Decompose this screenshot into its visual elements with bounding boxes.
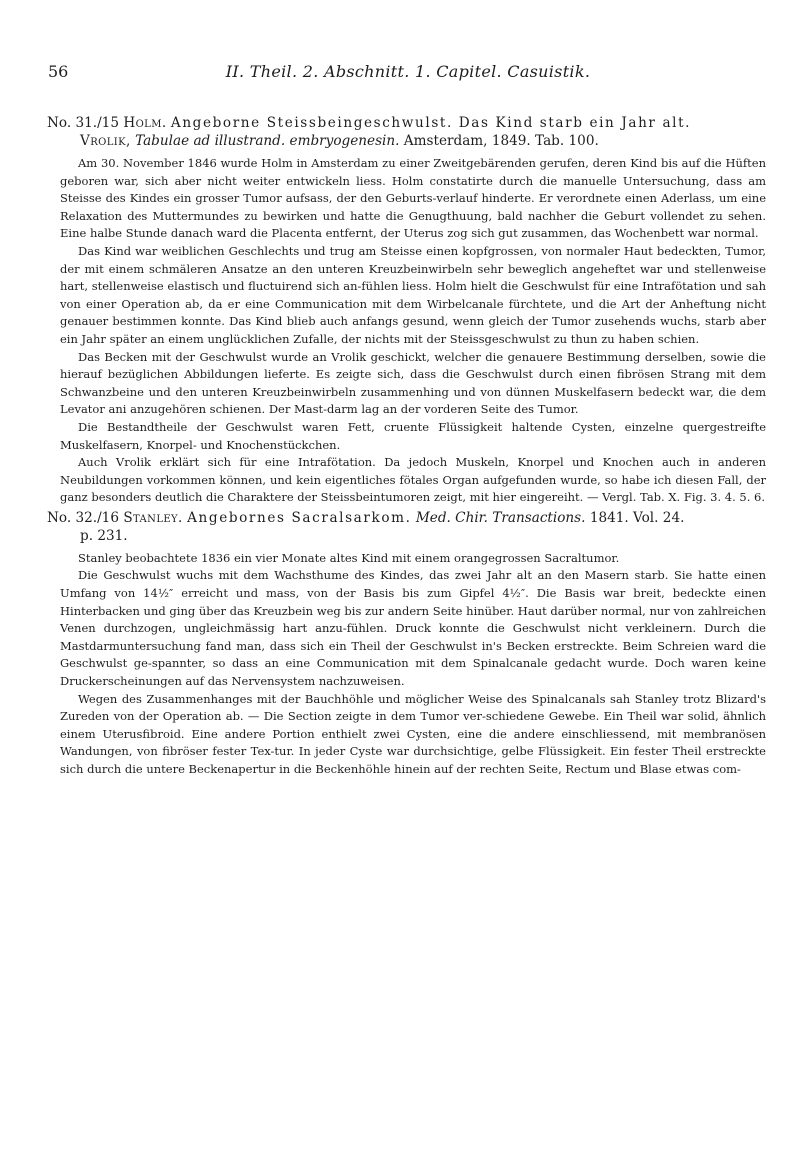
running-head — [48, 62, 768, 82]
case-author: Holm. — [123, 115, 167, 131]
paragraph: Wegen des Zusammenhanges mit der Bauchhöhle und möglicher Weise des Spinalcanals sah Stanley trotz Blizard's Zureden von der Operation ab. — Die Section zeigte in dem Tumor ver-schiedene Gewebe. Ein Theil war solid, ähnlich einem Uterusfibroid. Eine andere Portion enthielt zwei Cysten, eine die andere einschliessend, mit membranösen Wandungen, von fibröser fester Tex-tur. In jeder Cyste war durchsichtige, gelbe Flüssigkeit. Ein fester Theil erstreckte sich durch die untere Beckenapertur in die Beckenhöhle hinein auf der rechten Seite, Rectum und Blase etwas com- — [60, 691, 766, 776]
running-title: II. Theil. 2. Abschnitt. 1. Capitel. Casuistik. — [225, 62, 591, 81]
reference-details: Amsterdam, 1849. Tab. 100. — [403, 133, 599, 149]
page-number: 56 — [48, 62, 69, 81]
case-heading-31 — [47, 114, 766, 150]
reference-work: Tabulae ad illustrand. embryogenesin. — [135, 133, 400, 149]
paragraph: Auch Vrolik erklärt sich für eine Intrafötation. Da jedoch Muskeln, Knorpel und Knochen auch in anderen Neubildungen vorkommen können, und kein eigentliches fötales Organ aufgefunden wurde, so habe ich diesen Fall, der ganz besonders deutlich die Charaktere der Steissbeintumoren zeigt, mit hier eingereiht. — Vergl. Tab. X. Fig. 3. 4. 5. 6. — [60, 455, 766, 505]
case-number: No. 31./15 — [47, 115, 119, 131]
page-body — [47, 114, 766, 779]
paragraph: Das Kind war weiblichen Geschlechts und trug am Steisse einen kopfgrossen, von normaler Haut bedeckten, Tumor, der mit einem schmäleren Ansatze an den unteren Kreuzbeinwirbeln sehr beweglich angeheftet war und stellenweise hart, stellenweise elastisch und fluctuirend sich an-fühlen liess. Holm hielt die Geschwulst für eine Intrafötation und sah von einer Operation ab, da er eine Communication mit dem Wirbelcanale fürchtete, und die Art der Anheftung nicht genauer bestimmen konnte. Das Kind blieb auch anfangs gesund, wenn gleich der Tumor zusehends wuchs, starb aber ein Jahr später an einem unglücklichen Zufalle, der nichts mit der Steissgeschwulst zu thun zu haben schien. — [60, 243, 766, 346]
paragraph: Die Bestandtheile der Geschwulst waren Fett, cruente Flüssigkeit haltende Cysten, einzelne quergestreifte Muskelfasern, Knorpel- und Knochenstückchen. — [60, 419, 766, 452]
case-author: Stanley. — [123, 509, 183, 526]
reference-author: Vrolik, — [80, 133, 131, 149]
paragraph: Am 30. November 1846 wurde Holm in Amsterdam zu einer Zweitgebärenden gerufen, deren Kind bis auf die Hüften geboren war, sich aber nicht weiter entwickeln liess. Holm constatirte durch die manuelle Untersuchung, dass am Steisse des Kindes ein grosser Tumor aufsass, der den Geburts-verlauf hinderte. Er verordnete einen Aderlass, um eine Relaxation des Muttermundes zu bewirken und hatte die Genugthuung, bald nachher die Geburt vollendet zu sehen. Eine halbe Stunde danach ward die Placenta entfernt, der Uterus zog sich gut zusammen, das Wochenbett war normal. — [60, 156, 766, 241]
paragraph: Das Becken mit der Geschwulst wurde an Vrolik geschickt, welcher die genauere Bestimmung derselben, sowie die hierauf bezüglichen Abbildungen lieferte. Es zeigte sich, dass die Geschwulst durch einen fibrösen Strang mit dem Schwanzbeine und den unteren Kreuzbeinwirbeln zusammenhing und von dünnen Muskelfasern bedeckt war, die dem Levator ani anzugehören schienen. Der Mast-darm lag an der vorderen Seite des Tumor. — [60, 349, 766, 417]
reference-details: 1841. Vol. 24. — [589, 509, 685, 526]
paragraph: Die Geschwulst wuchs mit dem Wachsthume des Kindes, das zwei Jahr alt an den Masern starb. Sie hatte einen Umfang von 14½″ erreicht und mass, von der Basis bis zum Gipfel 4½″. Die Basis war breit, bedeckte einen Hinterbacken und ging über das Kreuzbein weg bis zur andern Seite hinüber. Haut darüber normal, nur von zahlreichen Venen durchzogen, ungleichmässig hart anzu-fühlen. Druck konnte die Geschwulst nicht verkleinern. Durch die Mastdarmuntersuchung fand man, dass sich ein Theil der Geschwulst in's Becken erstreckte. Beim Schreien ward die Geschwulst ge-spannter, so dass an eine Communication mit dem Spinalcanale gedacht wurde. Doch waren keine Druckerscheinungen auf das Nervensystem nachzuweisen. — [60, 568, 766, 689]
reference-work: Med. Chir. Transactions. — [415, 509, 586, 526]
paragraph: Stanley beobachtete 1836 ein vier Monate altes Kind mit einem orangegrossen Sacraltumor. — [78, 550, 620, 565]
case-number: No. 32./16 — [47, 509, 119, 526]
case-title: Angeborne Steissbeingeschwulst. Das Kind starb ein Jahr alt. — [170, 115, 692, 131]
case-title: Angebornes Sacralsarkom. — [187, 509, 412, 526]
case-heading-32 — [47, 509, 766, 545]
reference-page: p. 231. — [80, 527, 128, 544]
